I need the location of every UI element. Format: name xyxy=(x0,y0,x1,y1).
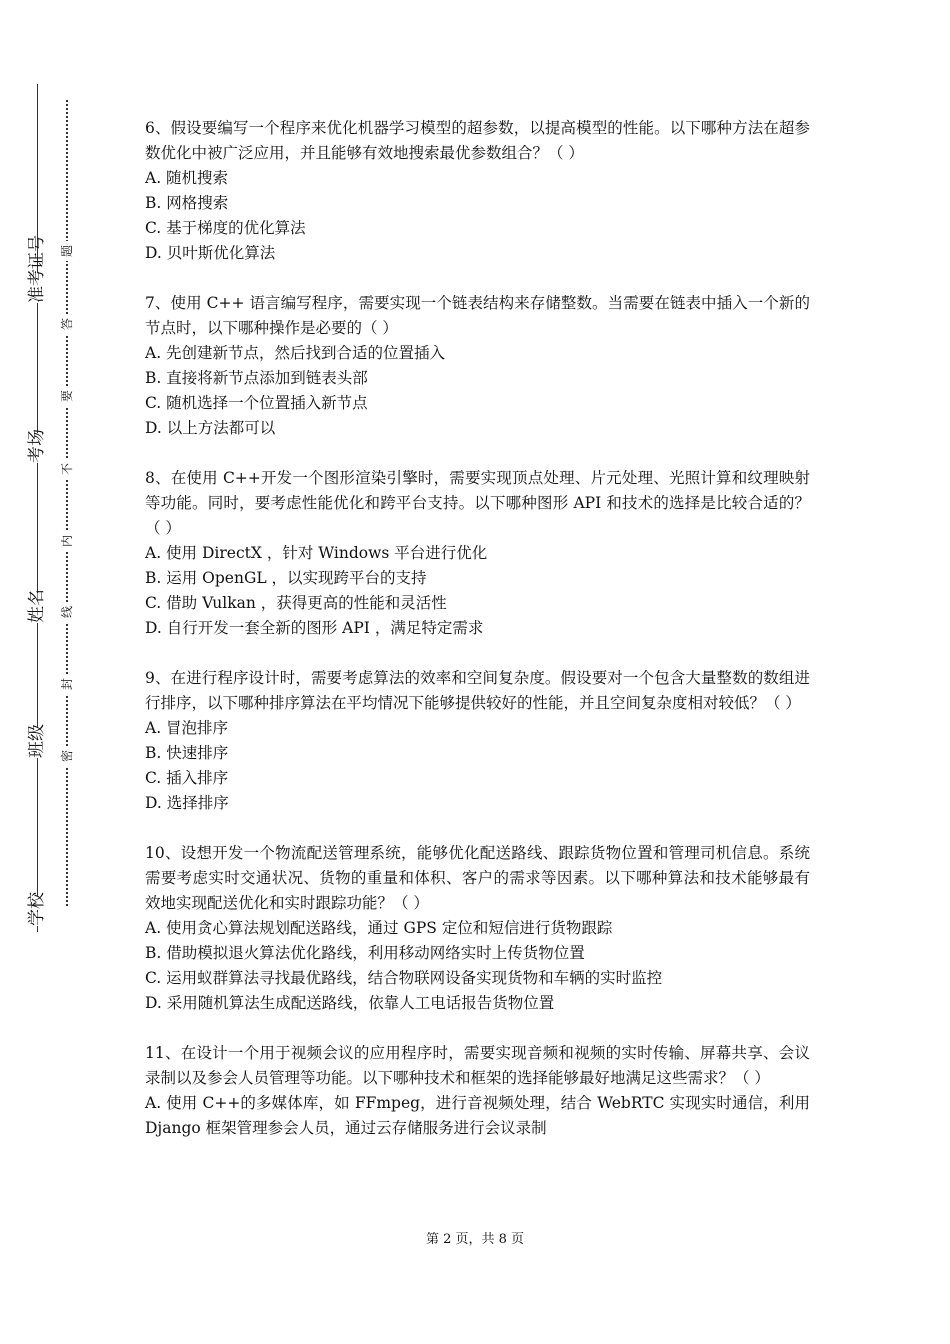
option-a: A. 冒泡排序 xyxy=(145,719,229,737)
option-b: B. 运用 OpenGL ，以实现跨平台的支持 xyxy=(145,569,427,587)
option-a: A. 先创建新节点，然后找到合适的位置插入 xyxy=(145,344,446,362)
question-7 xyxy=(145,291,810,441)
option-b: B. 直接将新节点添加到链表头部 xyxy=(145,369,368,387)
option-d: D. 贝叶斯优化算法 xyxy=(145,244,276,262)
seal-char: 内 xyxy=(57,531,77,551)
question-stem: 9、在进行程序设计时，需要考虑算法的效率和空间复杂度。假设要对一个包含大量整数的数组进行排序，以下哪种排序算法在平均情况下能够提供较好的性能，并且空间复杂度相对较低？（ ） xyxy=(145,669,810,712)
seal-char: 封 xyxy=(57,674,77,694)
option-a: A. 随机搜索 xyxy=(145,169,229,187)
question-stem: 8、在使用 C++开发一个图形渲染引擎时，需要实现顶点处理、片元处理、光照计算和纹理映射等功能。同时，要考虑性能优化和跨平台支持。以下哪种图形 API 和技术的选择是比较合适的？（ ） xyxy=(145,469,810,537)
binding-margin xyxy=(0,0,120,1344)
option-d: D. 采用随机算法生成配送路线，依靠人工电话报告货物位置 xyxy=(145,994,555,1012)
question-8 xyxy=(145,466,810,641)
field-school: 学校 xyxy=(22,896,52,926)
option-c: C. 借助 Vulkan ，获得更高的性能和灵活性 xyxy=(145,594,447,612)
option-c: C. 插入排序 xyxy=(145,769,229,787)
option-c: C. 运用蚁群算法寻找最优路线，结合物联网设备实现货物和车辆的实时监控 xyxy=(145,969,663,987)
question-stem: 7、使用 C++ 语言编写程序，需要实现一个链表结构来存储整数。当需要在链表中插入一个新的节点时，以下哪种操作是必要的（ ） xyxy=(145,294,810,337)
option-d: D. 以上方法都可以 xyxy=(145,419,276,437)
option-d: D. 选择排序 xyxy=(145,794,229,812)
question-list xyxy=(145,116,810,1166)
page-footer: 第 2 页，共 8 页 xyxy=(425,1232,525,1247)
question-10 xyxy=(145,841,810,1016)
option-c: C. 基于梯度的优化算法 xyxy=(145,219,306,237)
field-exam-number: 准考证号 xyxy=(22,273,52,303)
seal-char: 密 xyxy=(57,746,77,766)
question-stem: 11、在设计一个用于视频会议的应用程序时，需要实现音频和视频的实时传输、屏幕共享、会议录制以及参会人员管理等功能。以下哪种技术和框架的选择能够最好地满足这些需求？（ ） xyxy=(145,1044,810,1087)
option-b: B. 网格搜索 xyxy=(145,194,229,212)
option-a: A. 使用 DirectX ，针对 Windows 平台进行优化 xyxy=(145,544,488,562)
binding-solid-line xyxy=(37,84,38,932)
field-name: 姓名 xyxy=(22,593,52,623)
question-6 xyxy=(145,116,810,266)
option-b: B. 借助模拟退火算法优化路线，利用移动网络实时上传货物位置 xyxy=(145,944,585,962)
binding-dotted-line xyxy=(66,100,68,906)
question-11 xyxy=(145,1041,810,1141)
option-a: A. 使用 C++的多媒体库，如 FFmpeg，进行音视频处理，结合 WebRTC 实现实时通信，利用 Django 框架管理参会人员，通过云存储服务进行会议录制 xyxy=(145,1094,810,1137)
question-stem: 6、假设要编写一个程序来优化机器学习模型的超参数，以提高模型的性能。以下哪种方法在超参数优化中被广泛应用，并且能够有效地搜索最优参数组合？（ ） xyxy=(145,119,810,162)
option-c: C. 随机选择一个位置插入新节点 xyxy=(145,394,368,412)
field-class: 班级 xyxy=(22,728,52,758)
field-exam-room: 考场 xyxy=(22,433,52,463)
seal-char: 不 xyxy=(57,459,77,479)
question-stem: 10、设想开发一个物流配送管理系统，能够优化配送路线、跟踪货物位置和管理司机信息。系统需要考虑实时交通状况、货物的重量和体积、客户的需求等因素。以下哪种算法和技术能够最有效地实现配送优化和实时跟踪功能？（ ） xyxy=(145,844,810,912)
seal-char: 要 xyxy=(57,386,77,406)
seal-char: 线 xyxy=(57,602,77,622)
option-b: B. 快速排序 xyxy=(145,744,229,762)
seal-char: 答 xyxy=(57,314,77,334)
question-9 xyxy=(145,666,810,816)
option-d: D. 自行开发一套全新的图形 API ，满足特定需求 xyxy=(145,619,484,637)
option-a: A. 使用贪心算法规划配送路线，通过 GPS 定位和短信进行货物跟踪 xyxy=(145,919,613,937)
seal-char: 题 xyxy=(57,241,77,261)
